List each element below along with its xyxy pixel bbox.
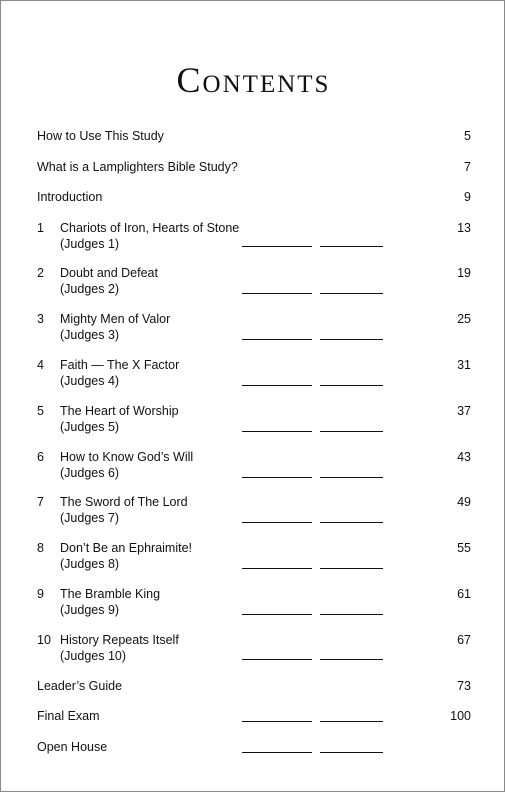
- date-blank-line: [242, 522, 312, 523]
- date-blank-line: [242, 477, 312, 478]
- date-blank-line: [242, 293, 312, 294]
- lesson-title: The Sword of The Lord: [60, 495, 188, 509]
- lesson-reference: (Judges 1): [60, 237, 120, 251]
- lesson-number: 5: [37, 404, 44, 418]
- toc-page-number: 43: [457, 450, 471, 464]
- date-blank-line: [242, 614, 312, 615]
- date-blank-line: [320, 431, 383, 432]
- toc-page-number: 9: [464, 190, 471, 204]
- toc-page-number: 49: [457, 495, 471, 509]
- lesson-number: 8: [37, 541, 44, 555]
- lesson-number: 2: [37, 266, 44, 280]
- toc-entry-label: What is a Lamplighters Bible Study?: [37, 160, 238, 174]
- lesson-reference: (Judges 10): [60, 649, 127, 663]
- date-blank-line: [242, 431, 312, 432]
- toc-page-number: 73: [457, 679, 471, 693]
- lesson-title: Mighty Men of Valor: [60, 312, 171, 326]
- lesson-title: History Repeats Itself: [60, 633, 179, 647]
- lesson-reference: (Judges 2): [60, 282, 120, 296]
- toc-page-number: 55: [457, 541, 471, 555]
- lesson-number: 6: [37, 450, 44, 464]
- lesson-reference: (Judges 8): [60, 557, 120, 571]
- toc-page-number: 5: [464, 129, 471, 143]
- date-blank-line: [242, 568, 312, 569]
- date-blank-line: [242, 246, 312, 247]
- page-title: Contents: [176, 60, 331, 100]
- toc-entry-label: Final Exam: [37, 709, 100, 723]
- date-blank-line: [320, 293, 383, 294]
- date-blank-line: [242, 385, 312, 386]
- toc-page-number: 7: [464, 160, 471, 174]
- toc-page-number: 25: [457, 312, 471, 326]
- date-blank-line: [320, 614, 383, 615]
- toc-page-number: 37: [457, 404, 471, 418]
- date-blank-line: [320, 385, 383, 386]
- lesson-number: 7: [37, 495, 44, 509]
- lesson-reference: (Judges 5): [60, 420, 120, 434]
- date-blank-line: [320, 339, 383, 340]
- lesson-title: The Bramble King: [60, 587, 161, 601]
- lesson-reference: (Judges 9): [60, 603, 120, 617]
- lesson-number: 4: [37, 358, 44, 372]
- date-blank-line: [320, 752, 383, 753]
- lesson-number: 3: [37, 312, 44, 326]
- lesson-reference: (Judges 3): [60, 328, 120, 342]
- lesson-number: 1: [37, 221, 44, 235]
- toc-page-number: 67: [457, 633, 471, 647]
- date-blank-line: [320, 246, 383, 247]
- lesson-title: Doubt and Defeat: [60, 266, 158, 280]
- toc-entry-label: How to Use This Study: [37, 129, 164, 143]
- date-blank-line: [242, 752, 312, 753]
- date-blank-line: [320, 477, 383, 478]
- toc-page-number: 19: [457, 266, 471, 280]
- toc-page-number: 13: [457, 221, 471, 235]
- toc-entry-label: Leader’s Guide: [37, 679, 123, 693]
- date-blank-line: [320, 522, 383, 523]
- toc-page-number: 100: [450, 709, 471, 723]
- lesson-number: 9: [37, 587, 44, 601]
- lesson-title: Don’t Be an Ephraimite!: [60, 541, 193, 555]
- lesson-title: The Heart of Worship: [60, 404, 179, 418]
- lesson-reference: (Judges 6): [60, 466, 120, 480]
- date-blank-line: [320, 721, 383, 722]
- toc-entry-label: Open House: [37, 740, 108, 754]
- toc-page-number: 61: [457, 587, 471, 601]
- date-blank-line: [320, 659, 383, 660]
- date-blank-line: [242, 721, 312, 722]
- toc-page-number: 31: [457, 358, 471, 372]
- lesson-title: Faith — The X Factor: [60, 358, 180, 372]
- date-blank-line: [320, 568, 383, 569]
- lesson-number: 10: [37, 633, 51, 647]
- lesson-reference: (Judges 4): [60, 374, 120, 388]
- lesson-reference: (Judges 7): [60, 511, 120, 525]
- lesson-title: Chariots of Iron, Hearts of Stone: [60, 221, 240, 235]
- lesson-title: How to Know God’s Will: [60, 450, 194, 464]
- date-blank-line: [242, 339, 312, 340]
- toc-entry-label: Introduction: [37, 190, 103, 204]
- date-blank-line: [242, 659, 312, 660]
